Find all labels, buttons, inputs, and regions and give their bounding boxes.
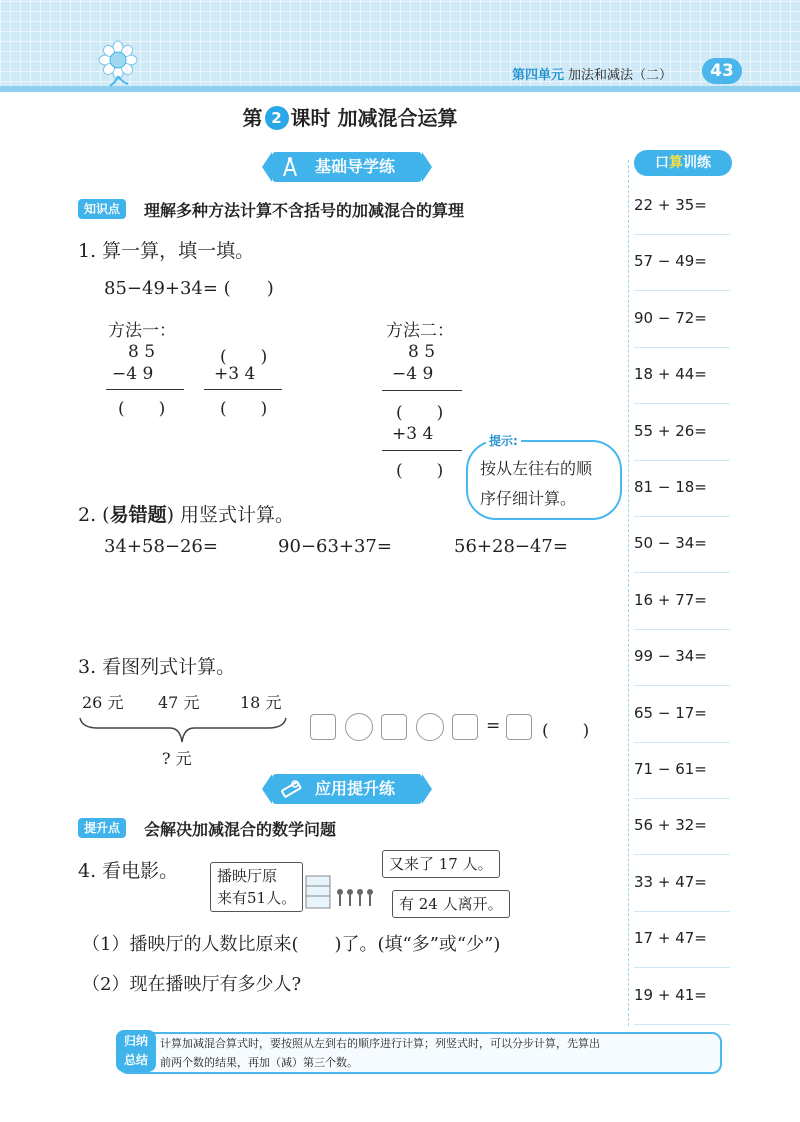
q4-sub1: （1）播映厅的人数比原来( )了。(填“多”或“少”) <box>82 934 501 955</box>
hint-line1: 按从左往右的顺 <box>480 459 593 478</box>
q3-answer-box-4[interactable] <box>506 714 532 740</box>
q3-operator-circle-1[interactable] <box>345 713 373 741</box>
drill-item: 18 + 44= <box>634 365 707 384</box>
drill-item: 16 + 77= <box>634 590 707 609</box>
drill-item: 50 − 34= <box>634 534 707 553</box>
section-banner-basic <box>272 152 422 182</box>
m1-b-result: ( ) <box>220 399 268 419</box>
q3-answer: ( ) <box>542 721 590 741</box>
q4-bubble-2: 又来了 17 人。 <box>382 850 500 878</box>
drill-item: 57 − 49= <box>634 252 707 271</box>
q3-total: ? 元 <box>162 749 192 768</box>
drill-separator <box>634 742 730 743</box>
drill-separator <box>634 967 730 968</box>
summary-tag-line1: 归纳 <box>123 1034 148 1048</box>
m2-add: +3 4 <box>392 424 434 444</box>
lesson-title <box>0 102 700 131</box>
knowledge-tag: 知识点 <box>78 199 126 219</box>
m1-a-result: ( ) <box>118 399 166 419</box>
drill-separator <box>634 854 730 855</box>
drill-separator <box>634 572 730 573</box>
m2-line2 <box>382 450 462 451</box>
m1-b-top: ( ) <box>220 347 268 367</box>
page-number: 43 <box>702 58 742 84</box>
q2-expr-2: 90−63+37= <box>278 536 392 557</box>
m2-mid: ( ) <box>396 403 444 423</box>
summary-line2: 前两个数的结果，再加（减）第三个数。 <box>160 1056 358 1069</box>
q4-title: 4. 看电影。 <box>78 860 179 882</box>
q3-price-2: 47 元 <box>158 693 200 712</box>
m1-a-bottom: −4 9 <box>112 364 154 384</box>
summary-tag-line2: 总结 <box>123 1053 148 1067</box>
q4-bubble-1-line1: 播映厅原 <box>217 867 278 885</box>
improve-point: 会解决加减混合的数学问题 <box>144 820 337 839</box>
improve-tag: 提升点 <box>78 818 126 838</box>
drill-title-c: 训练 <box>683 155 711 171</box>
m1-a-line <box>106 389 184 390</box>
q3-answer-box-3[interactable] <box>452 714 478 740</box>
compass-icon <box>280 156 300 178</box>
m1-b-line <box>204 389 282 390</box>
hint-line2: 序仔细计算。 <box>480 489 577 508</box>
summary-tag <box>116 1030 156 1072</box>
drill-separator <box>634 629 730 630</box>
unit-label: 第四单元 <box>512 68 565 83</box>
m2-line1 <box>382 390 462 391</box>
drill-item: 22 + 35= <box>634 196 707 214</box>
q1-method2-label: 方法二： <box>386 321 454 341</box>
drill-divider <box>628 160 629 1026</box>
lesson-suffix: 课时 加减混合运算 <box>290 106 458 130</box>
q2-expr-1: 34+58−26= <box>104 536 218 557</box>
drill-separator <box>634 234 730 235</box>
q2-title <box>78 500 294 527</box>
m2-top: 8 5 <box>408 342 436 362</box>
q2-expr-3: 56+28−47= <box>454 536 568 557</box>
drill-item: 55 + 26= <box>634 421 707 440</box>
drill-title-a: 口 <box>655 155 669 171</box>
drill-item: 65 − 17= <box>634 703 707 722</box>
q3-answer-box-1[interactable] <box>310 714 336 740</box>
drill-item: 90 − 72= <box>634 308 707 327</box>
drill-title-b: 算 <box>669 155 683 171</box>
drill-item: 19 + 41= <box>634 985 707 1004</box>
q3-price-1: 26 元 <box>82 693 124 712</box>
q4-sub2: （2）现在播映厅有多少人? <box>82 974 302 995</box>
section-banner-basic-label: 基础导学练 <box>314 157 395 176</box>
cinema-people-illustration <box>304 870 384 912</box>
drill-separator <box>634 911 730 912</box>
drill-separator <box>634 290 730 291</box>
drill-item: 17 + 47= <box>634 929 707 948</box>
sunflower-icon <box>96 40 140 88</box>
q2-title-end: ) 用竖式计算。 <box>166 504 295 526</box>
q3-operator-circle-2[interactable] <box>416 713 444 741</box>
q3-title: 3. 看图列式计算。 <box>78 656 236 678</box>
ruler-icon <box>280 778 302 800</box>
unit-topic: 加法和减法（二） <box>568 68 673 83</box>
drill-separator <box>634 403 730 404</box>
drill-separator <box>634 347 730 348</box>
m2-result: ( ) <box>396 461 444 481</box>
section-banner-apply <box>272 774 422 804</box>
m1-b-bottom: +3 4 <box>214 364 256 384</box>
summary-line1: 计算加减混合算式时，要按照从左到右的顺序进行计算；列竖式时，可以分步计算，先算出 <box>160 1037 600 1050</box>
q1-method1-label: 方法一： <box>108 321 176 341</box>
drill-separator <box>634 1024 730 1025</box>
q3-answer-box-2[interactable] <box>381 714 407 740</box>
q3-brace <box>78 716 288 746</box>
q3-equals: = <box>486 716 501 736</box>
q4-bubble-3: 有 24 人离开。 <box>392 890 510 918</box>
unit-title <box>512 64 672 83</box>
q4-bubble-1-line2: 来有51人。 <box>217 889 297 907</box>
drill-title <box>634 150 732 176</box>
knowledge-point: 理解多种方法计算不含括号的加减混合的算理 <box>144 201 465 220</box>
section-banner-apply-label: 应用提升练 <box>314 779 395 798</box>
q2-num: 2. ( <box>78 504 110 526</box>
drill-separator <box>634 798 730 799</box>
m2-second: −4 9 <box>392 364 434 384</box>
q1-equation: 85−49+34= ( ) <box>104 278 274 299</box>
drill-item: 56 + 32= <box>634 816 707 835</box>
m1-a-top: 8 5 <box>128 342 156 362</box>
q4-bubble-1 <box>210 862 303 912</box>
lesson-prefix: 第 <box>242 106 263 130</box>
q2-tag: 易错题 <box>109 504 167 526</box>
drill-separator <box>634 685 730 686</box>
drill-separator <box>634 460 730 461</box>
hint-label: 提示: <box>486 432 521 449</box>
drill-separator <box>634 516 730 517</box>
drill-item: 81 − 18= <box>634 478 707 496</box>
drill-item: 71 − 61= <box>634 760 707 778</box>
q3-price-3: 18 元 <box>240 693 282 712</box>
drill-item: 99 − 34= <box>634 647 707 666</box>
drill-item: 33 + 47= <box>634 872 707 891</box>
lesson-number: 2 <box>265 106 289 130</box>
q1-title: 1. 算一算，填一填。 <box>78 240 255 262</box>
